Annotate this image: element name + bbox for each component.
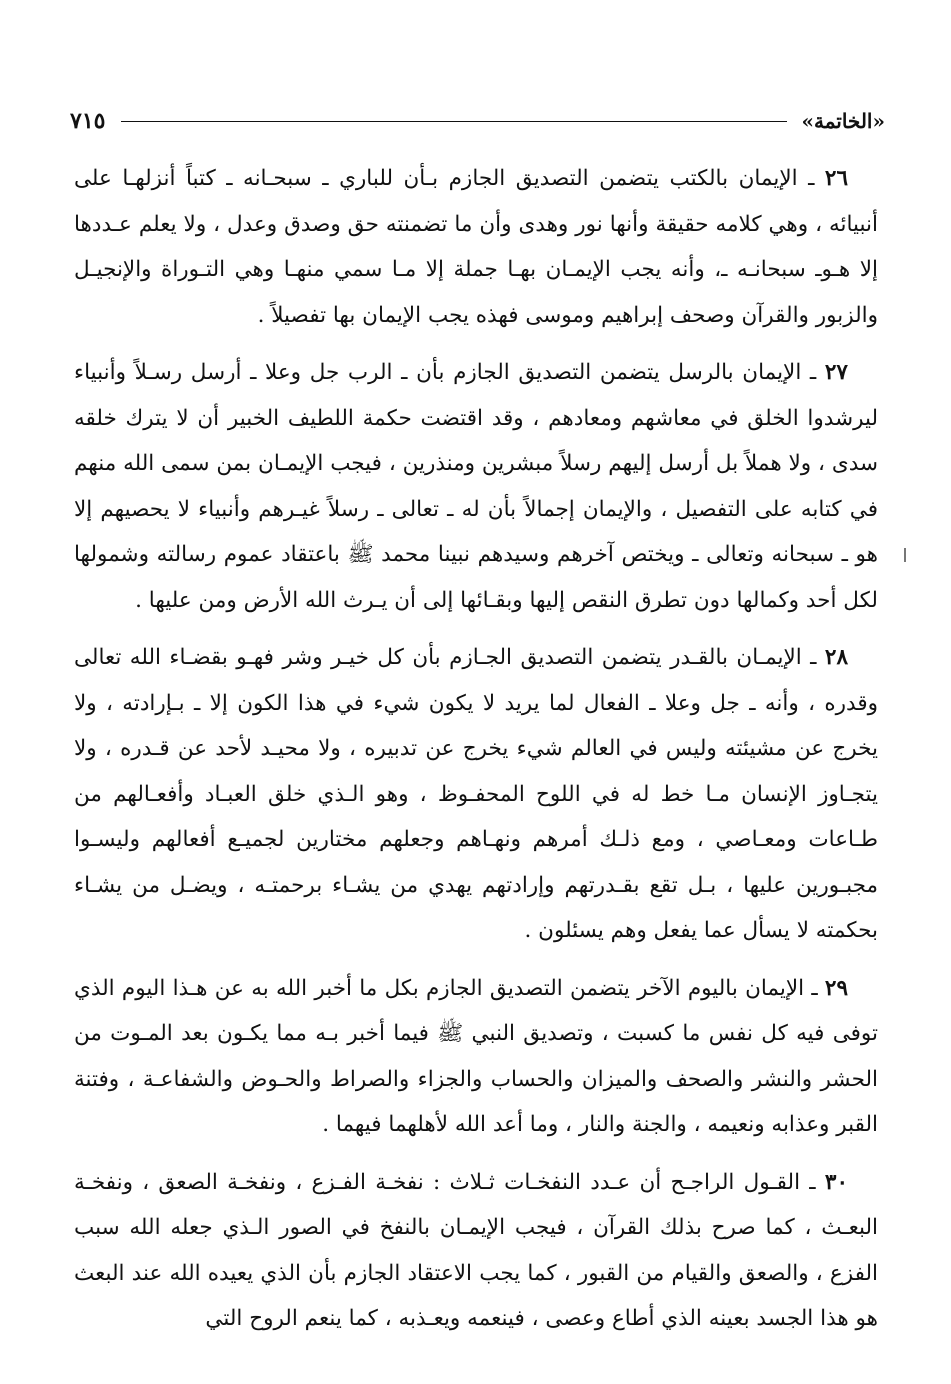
- paragraph-30: [74, 1160, 878, 1342]
- paragraph-text: ـ القـول الراجـح أن عـدد النفخـات ثـلاث : نفخـة الفـزع ، ونفخـة الصعق ، ونفخـة البعـث ، كما صرح بذلك القرآن ، فيجب الإيمـان بالنفخ في الصور الـذي جعله الله سبب الفزع ، والصعق والقيام من القبور ، كما يجب الاعتقاد الجازم بأن الذي يعيده الله عند البعث هو هذا الجسد بعينه الذي أطاع وعصى ، فينعمه ويعـذبه ، كما ينعم الروح التي: [74, 1169, 878, 1331]
- paragraph-text: ـ الإيمان بالكتب يتضمن التصديق الجازم بـأن للباري ـ سبحـانه ـ كتباً أنزلهـا على أنبيائه ، وهي كلامه حقيقة وأنها نور وهدى وأن ما تضمنته حق وصدق وعدل ، ولا يعلم عـددها إلا هـوـ سبحانـه ـ، وأنه يجب الإيمـان بهـا جملة إلا مـا سمي منهـا وهي التـوراة والإنجيـل والزبور والقرآن وصحف إبراهيم وموسى فهذه يجب الإيمان بها تفصيلاً .: [74, 166, 878, 328]
- paragraph-27: [74, 350, 878, 623]
- paragraph-text: ـ الإيمان بالرسل يتضمن التصديق الجازم بأن ـ الرب جل وعلا ـ أرسل رسـلاً وأنبياء ليرشدوا الخلق في معاشهم ومعادهم ، وقد اقتضت حكمة اللطيف الخبير أن لا يترك خلقه سدى ، ولا هملاً بل أرسل إليهم رسلاً مبشرين ومنذرين ، فيجب الإيمـان بمن سمى الله منهم في كتابه على التفصيل ، والإيمان إجمالاً بأن له ـ تعالى ـ رسلاً غيـرهم وأنبياء لا يحصيهم إلا هو ـ سبحانه وتعالى ـ ويختص آخرهم وسيدهم نبينا محمد ﷺ باعتقاد عموم رسالته وشمولها لكل أحد وكمالها دون تطرق النقص إليها وبقـائها إلى أن يـرث الله الأرض ومن عليها .: [74, 360, 878, 613]
- paragraph-26: [74, 156, 878, 338]
- paragraph-number: ٢٩: [824, 975, 848, 1001]
- paragraph-text: ـ الإيمـان بالقـدر يتضمن التصديق الجـازم بأن كل خيـر وشر فهـو بقضـاء الله تعالى وقدره ، وأنه ـ جل وعلا ـ الفعال لما يريد لا يكون شيء في هذا الكون إلا ـ بـإرادته ، ولا يخرج عن مشيئته وليس في العالم شيء يخرج عن تدبيره ، ولا محيـد لأحد عن قـدره ، ولا يتجـاوز الإنسان مـا خط له في اللوح المحفـوظ ، وهو الـذي خلق العبـاد وأفعـالهم من طـاعات ومعـاصي ، ومع ذلـك أمرهم ونهـاهم وجعلهم مختارين لجميـع أفعالهم وليسـوا مجبـورين عليها ، بـل تقع بقـدرتهم وإرادتهم يهدي من يشـاء برحمتـه ، ويضـل من يشـاء بحكمته لا يسأل عما يفعل وهم يسئلون .: [74, 645, 878, 943]
- header-rule: [121, 121, 787, 122]
- paragraph-number: ٢٨: [824, 645, 848, 670]
- running-title: «الخاتمة»: [801, 109, 885, 133]
- page-header: [70, 96, 885, 146]
- paragraph-number: ٢٦: [824, 166, 848, 191]
- paragraph-28: [74, 635, 878, 954]
- paragraph-text: ـ الإيمان باليوم الآخر يتضمن التصديق الجازم بكل ما أخبر الله به عن هـذا اليوم الذي توفى فيه كل نفس ما كسبت ، وتصديق النبي ﷺ فيما أخبر بـه مما يكـون بعد المـوت من الحشر والنشر والصحف والميزان والحساب والجزاء والصراط والحـوض والشفاعـة ، وفتنة القبر وعذابه ونعيمه ، والجنة والنار ، وما أعد الله لأهلهما فيهما .: [74, 975, 878, 1137]
- page-number: ٧١٥: [70, 108, 106, 134]
- paragraph-number: ٣٠: [824, 1169, 848, 1195]
- paragraph-number: ٢٧: [824, 360, 848, 385]
- page-body: [74, 156, 878, 1354]
- paragraph-29: [74, 966, 878, 1148]
- margin-mark: [904, 548, 906, 562]
